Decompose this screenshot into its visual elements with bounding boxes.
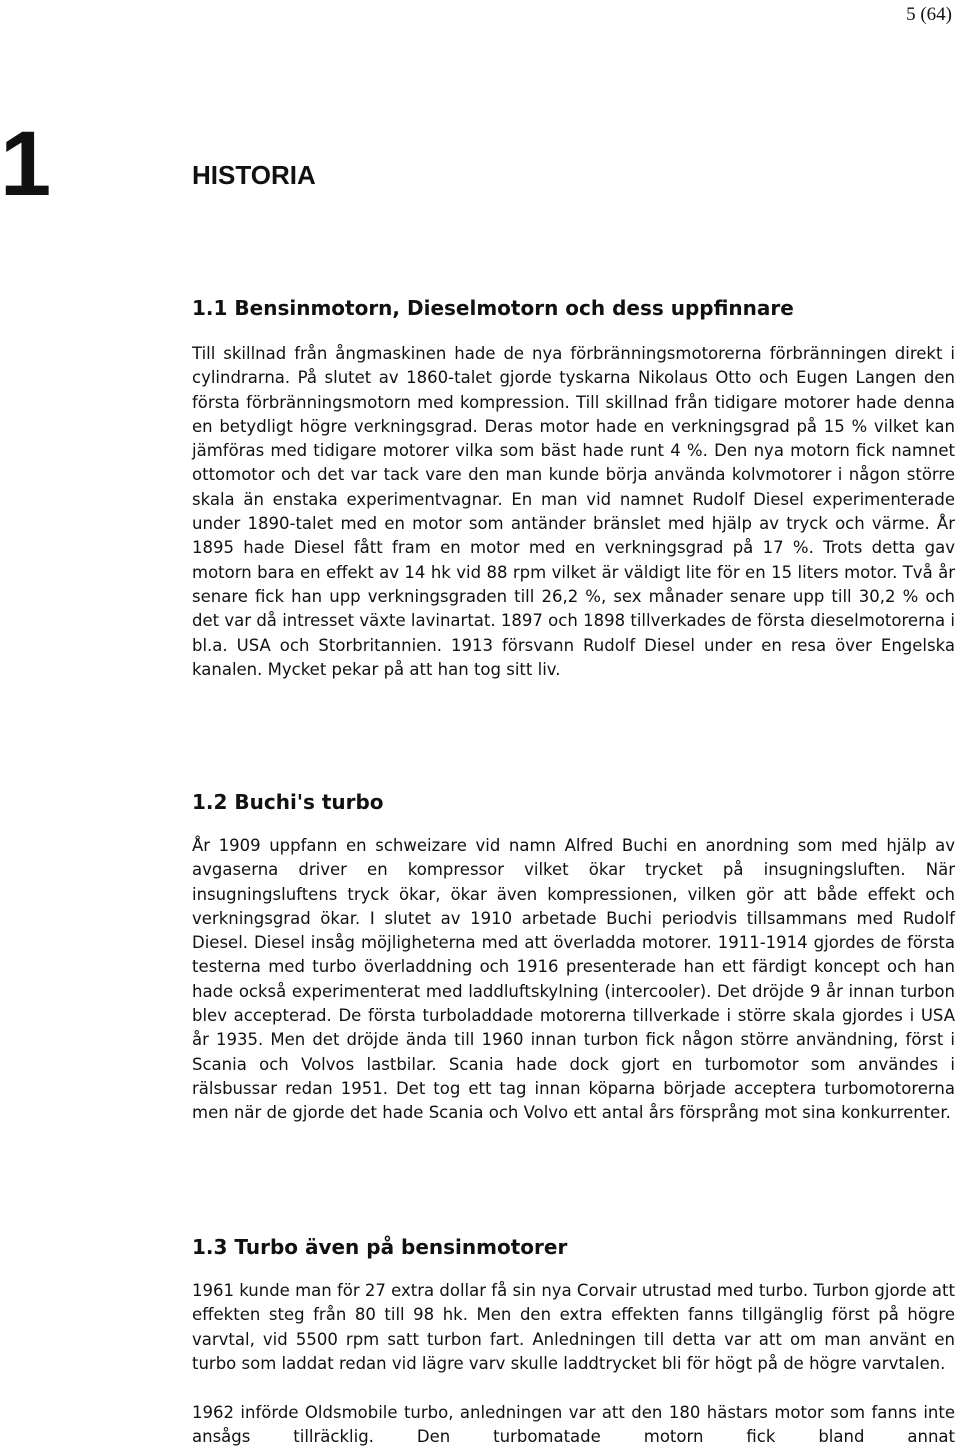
section-heading-1-3: 1.3 Turbo även på bensinmotorer (192, 1235, 568, 1259)
section-heading-1-2: 1.2 Buchi's turbo (192, 790, 384, 814)
page-number: 5 (64) (906, 4, 952, 25)
paragraph-1-3-a: 1961 kunde man för 27 extra dollar få sin nya Corvair utrustad med turbo. Turbon gjorde att effekten steg från 80 till 98 hk. Men den extra effekten fanns tillgänglig först på högre varvtal, vid 5500 rpm satt turbon fart. Anledningen till detta var att om man använt en turbo som laddat redan vid lägre varv skulle laddtrycket bli för högt på de högre varvtalen. (192, 1281, 955, 1373)
paragraph-1-1: Till skillnad från ångmaskinen hade de nya förbränningsmotorerna förbränningen direkt i cylindrarna. På slutet av 1860-talet gjorde tyskarna Nikolaus Otto och Eugen Langen den första förbränningsmotorn med kompression. Till skillnad från tidigare motorer hade denna en betydligt högre verkningsgrad. Deras motor hade en verkningsgrad på 15 % vilket kan jämföras med tidigare motorer vilka som bäst hade runt 4 %. Den nya motorn fick namnet ottomotor och det var tack vare den man kunde börja använda kolvmotorer i någon större skala än enstaka experimentvagnar. En man vid namnet Rudolf Diesel experimenterade under 1890-talet med en motor som antänder bränslet med hjälp av tryck och värme. År 1895 hade Diesel fått fram en motor med en verkningsgrad på 17 %. Trots detta gav motorn bara en effekt av 14 hk vid 88 rpm vilket är väldigt lite för en 15 liters motor. Två år senare fick han upp verkningsgraden till 26,2 %, sex månader senare upp till 30,2 % och det var då intresset växte lavinartat. 1897 och 1898 tillverkades de första dieselmotorerna i bl.a. USA och Storbritannien. 1913 försvann Rudolf Diesel under en resa över Engelska kanalen. Mycket pekar på att han tog sitt liv. (192, 344, 955, 679)
paragraph-1-2: År 1909 uppfann en schweizare vid namn Alfred Buchi en anordning som med hjälp av avgaserna driver en kompressor vilket ökar trycket på insugningsluften. När insugningsluftens tryck ökar, ökar även kompressionen, vilken gör att både effekt och verkningsgrad ökar. I slutet av 1910 arbetade Buchi periodvis tillsammans med Rudolf Diesel. Diesel insåg möjligheterna med att överladda motorer. 1911-1914 gjordes de första testerna med turbo överladdning och 1916 presenterade han ett färdigt koncept och han hade också experimenterat med laddluftskylning (intercooler). Det dröjde 9 år innan turbon blev accepterad. De första turboladdade motorerna tillverkade i större skala gjordes i USA år 1935. Men det dröjde ända till 1960 innan turbon fick någon större användning, först i Scania och Volvos lastbilar. Scania hade dock gjort en turbomotor som användes i rälsbussar redan 1951. Det tog ett tag innan köparna började acceptera turbomotorerna men när de gjorde det hade Scania och Volvo ett antal års försprång mot sina konkurrenter. (192, 836, 955, 1123)
paragraph-1-3-b: 1962 införde Oldsmobile turbo, anledningen var att den 180 hästars motor som fanns inte ansågs tillräcklig. Den turbomatade motorn fick bland annat (192, 1403, 955, 1447)
chapter-number: 1 (0, 113, 50, 215)
section-heading-1-1: 1.1 Bensinmotorn, Dieselmotorn och dess uppfinnare (192, 296, 794, 320)
chapter-title: HISTORIA (192, 160, 316, 190)
